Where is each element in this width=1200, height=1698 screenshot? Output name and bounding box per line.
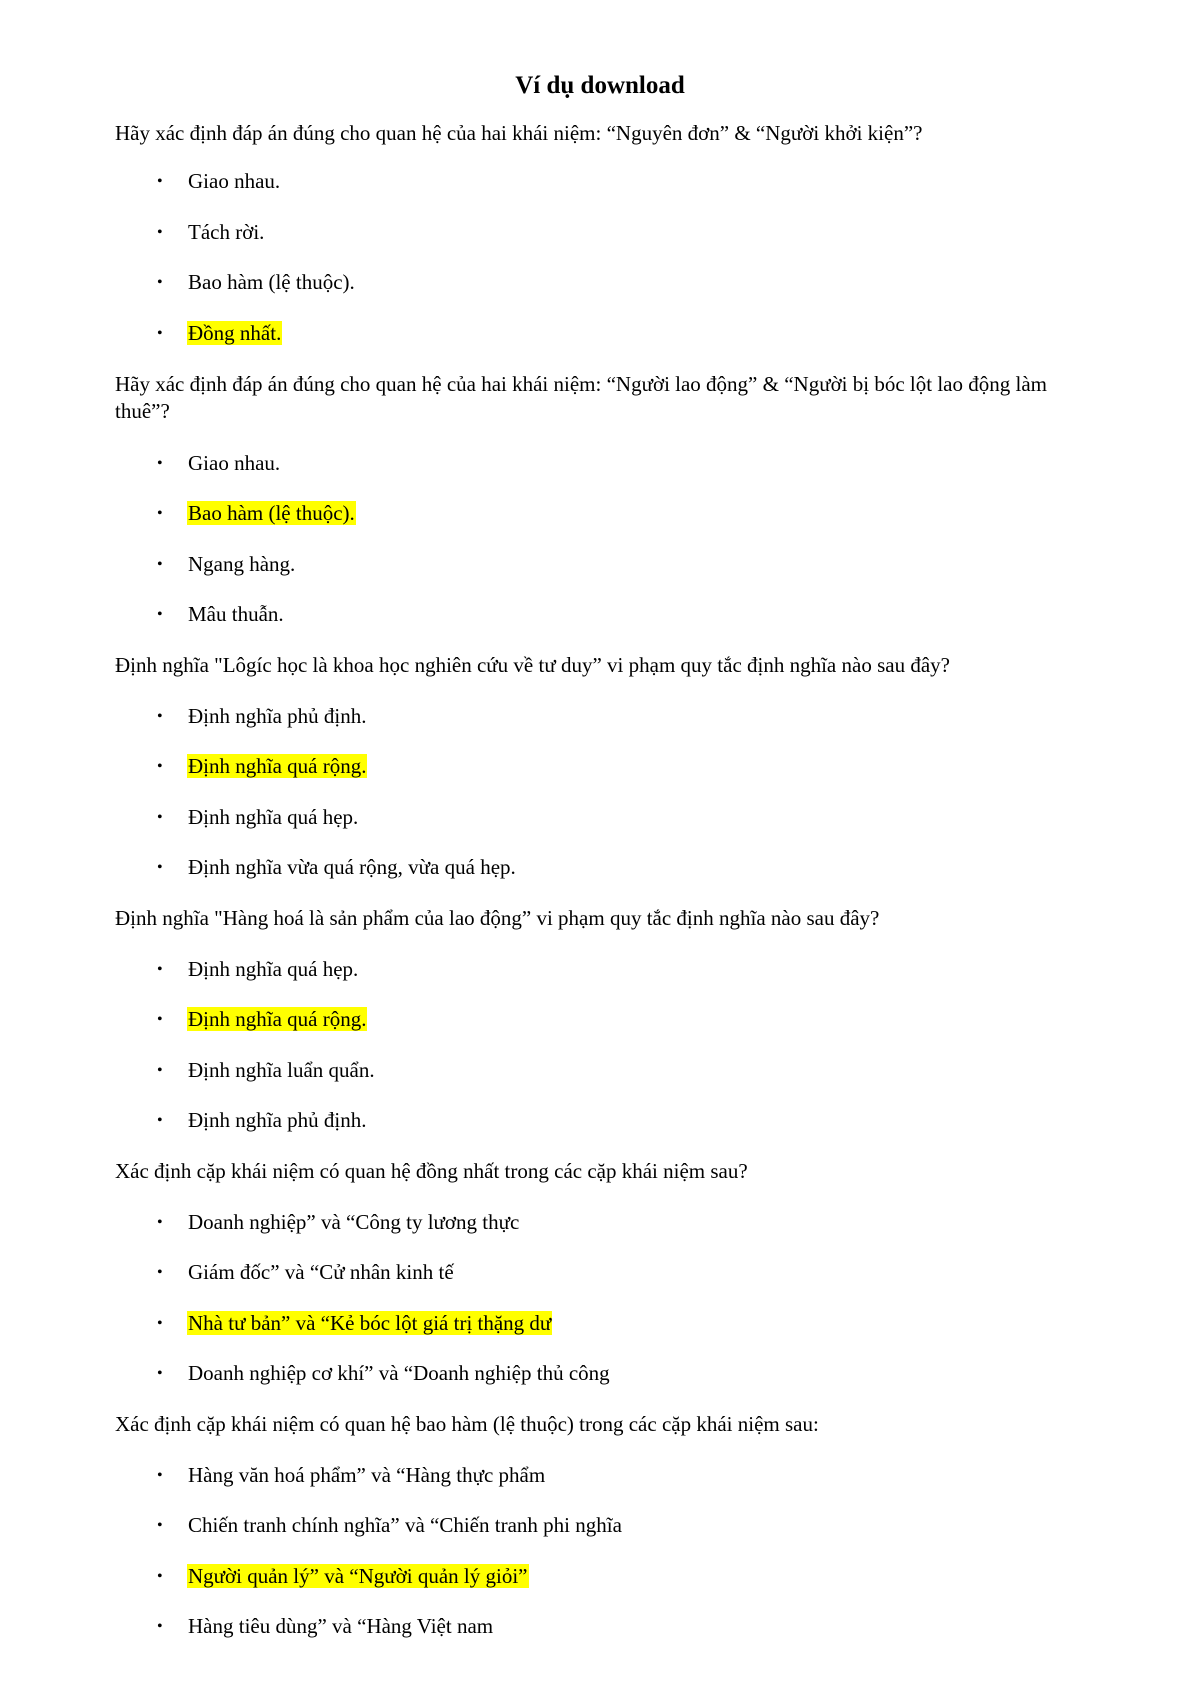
bullet-icon: • xyxy=(157,1062,163,1079)
option-text: Chiến tranh chính nghĩa” và “Chiến tranh phi nghĩa xyxy=(188,1513,622,1537)
answer-option xyxy=(157,1462,546,1489)
option-text: Người quản lý” và “Người quản lý giỏi” xyxy=(188,1564,528,1588)
option-text: Bao hàm (lệ thuộc). xyxy=(188,270,355,294)
bullet-icon: • xyxy=(157,1467,163,1484)
question-text: Định nghĩa "Lôgíc học là khoa học nghiên cứu về tư duy” vi phạm quy tắc định nghĩa nào sau đây? xyxy=(115,653,950,677)
answer-option xyxy=(157,269,356,296)
bullet-icon: • xyxy=(157,455,163,472)
option-text: Định nghĩa quá hẹp. xyxy=(188,957,359,981)
answer-option xyxy=(157,1259,455,1286)
option-text: Hàng tiêu dùng” và “Hàng Việt nam xyxy=(188,1614,494,1638)
bullet-icon: • xyxy=(157,859,163,876)
answer-option xyxy=(157,601,285,628)
option-text: Nhà tư bản” và “Kẻ bóc lột giá trị thặng dư xyxy=(188,1311,552,1335)
bullet-icon: • xyxy=(157,1568,163,1585)
answer-option xyxy=(157,450,281,477)
question-text: Hãy xác định đáp án đúng cho quan hệ của hai khái niệm: “Người lao động” & “Người bị bóc lột lao động làm thuê”? xyxy=(115,372,1047,423)
bullet-icon: • xyxy=(157,961,163,978)
answer-option xyxy=(157,753,367,780)
bullet-icon: • xyxy=(157,505,163,522)
answer-option xyxy=(157,1057,376,1084)
option-text: Định nghĩa quá hẹp. xyxy=(188,805,359,829)
bullet-icon: • xyxy=(157,1365,163,1382)
bullet-icon: • xyxy=(157,173,163,190)
answer-option xyxy=(157,1360,611,1387)
answer-option xyxy=(157,219,265,246)
bullet-icon: • xyxy=(157,1011,163,1028)
option-text: Định nghĩa luẩn quẩn. xyxy=(188,1058,375,1082)
answer-option xyxy=(157,500,356,527)
question-text: Xác định cặp khái niệm có quan hệ bao hàm (lệ thuộc) trong các cặp khái niệm sau: xyxy=(115,1412,819,1436)
bullet-icon: • xyxy=(157,1264,163,1281)
option-text: Định nghĩa quá rộng. xyxy=(188,1007,367,1031)
answer-option xyxy=(157,1563,529,1590)
answer-option xyxy=(157,1209,520,1236)
bullet-icon: • xyxy=(157,1517,163,1534)
question-text: Xác định cặp khái niệm có quan hệ đồng nhất trong các cặp khái niệm sau? xyxy=(115,1159,748,1183)
answer-option xyxy=(157,854,517,881)
bullet-icon: • xyxy=(157,1618,163,1635)
option-text: Định nghĩa quá rộng. xyxy=(188,754,367,778)
option-text: Giám đốc” và “Cử nhân kinh tế xyxy=(188,1260,454,1284)
answer-option xyxy=(157,320,282,347)
option-text: Tách rời. xyxy=(188,220,265,244)
bullet-icon: • xyxy=(157,708,163,725)
option-text: Định nghĩa phủ định. xyxy=(188,1108,367,1132)
bullet-icon: • xyxy=(157,325,163,342)
bullet-icon: • xyxy=(157,224,163,241)
question-text: Hãy xác định đáp án đúng cho quan hệ của hai khái niệm: “Nguyên đơn” & “Người khởi kiện”? xyxy=(115,121,923,145)
option-text: Hàng văn hoá phẩm” và “Hàng thực phẩm xyxy=(188,1463,546,1487)
bullet-icon: • xyxy=(157,606,163,623)
answer-option xyxy=(157,1006,367,1033)
option-text: Đồng nhất. xyxy=(188,321,282,345)
answer-option xyxy=(157,804,359,831)
bullet-icon: • xyxy=(157,1315,163,1332)
bullet-icon: • xyxy=(157,556,163,573)
answer-option xyxy=(157,1512,623,1539)
option-text: Mâu thuẫn. xyxy=(188,602,284,626)
question-text: Định nghĩa "Hàng hoá là sản phẩm của lao động” vi phạm quy tắc định nghĩa nào sau đây? xyxy=(115,906,880,930)
answer-option xyxy=(157,1107,368,1134)
bullet-icon: • xyxy=(157,1214,163,1231)
answer-option xyxy=(157,168,281,195)
option-text: Doanh nghiệp cơ khí” và “Doanh nghiệp thủ công xyxy=(188,1361,610,1385)
bullet-icon: • xyxy=(157,274,163,291)
option-text: Ngang hàng. xyxy=(188,552,296,576)
option-text: Giao nhau. xyxy=(188,169,281,193)
option-text: Doanh nghiệp” và “Công ty lương thực xyxy=(188,1210,520,1234)
bullet-icon: • xyxy=(157,809,163,826)
answer-option xyxy=(157,1310,552,1337)
answer-option xyxy=(157,956,359,983)
document-title: Ví dụ download xyxy=(515,72,685,99)
bullet-icon: • xyxy=(157,758,163,775)
answer-option xyxy=(157,703,368,730)
option-text: Bao hàm (lệ thuộc). xyxy=(188,501,355,525)
option-text: Định nghĩa phủ định. xyxy=(188,704,367,728)
bullet-icon: • xyxy=(157,1112,163,1129)
option-text: Định nghĩa vừa quá rộng, vừa quá hẹp. xyxy=(188,855,516,879)
answer-option xyxy=(157,1613,494,1640)
answer-option xyxy=(157,551,296,578)
option-text: Giao nhau. xyxy=(188,451,281,475)
